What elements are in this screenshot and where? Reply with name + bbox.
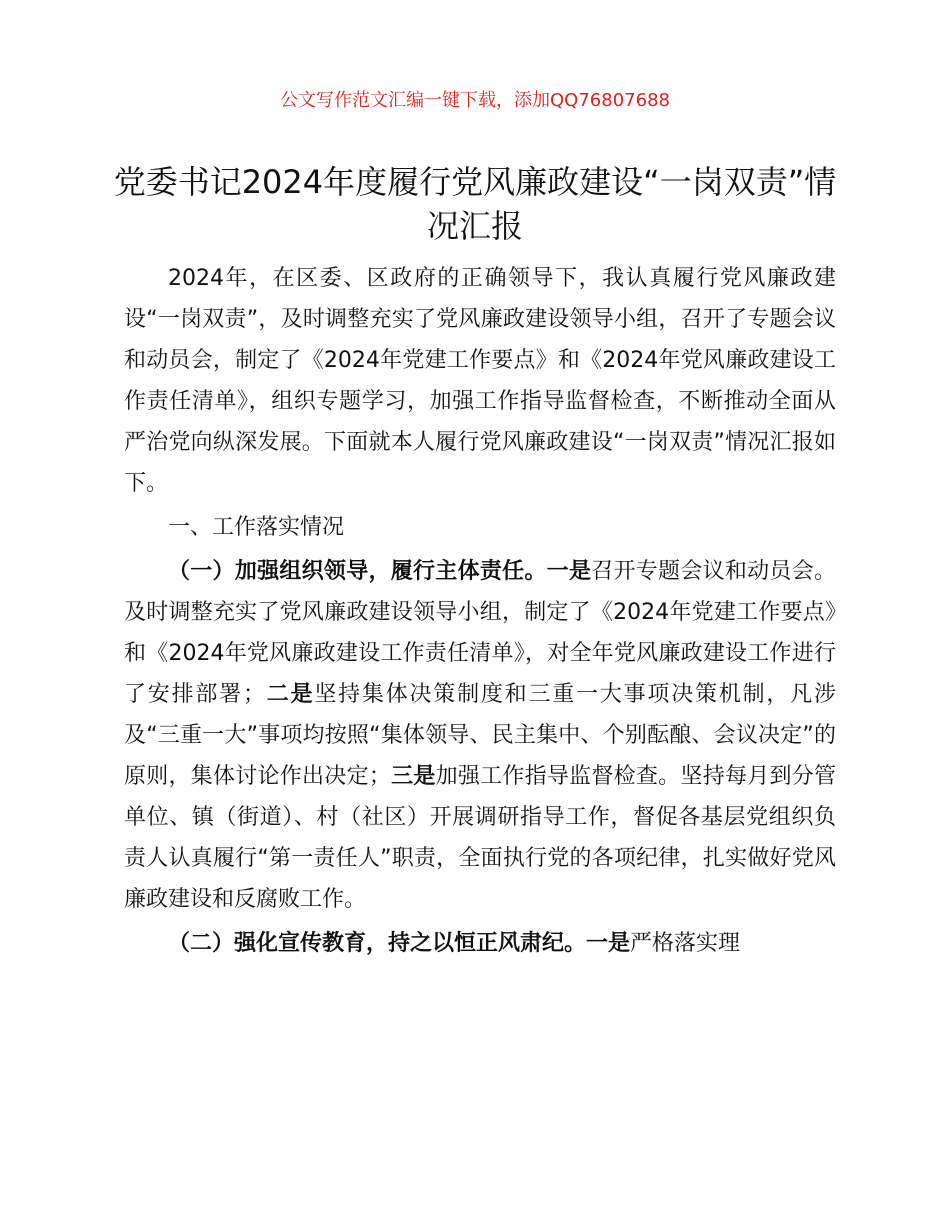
point-text-3: 加强工作指导监督检查。坚持每月到分管单位、镇（街道）、村（社区）开展调研指导工作，督促各基层党组织负责人认真履行“第一责任人”职责，全面执行党的各项纪律，扎实做好党风廉政建设和反腐败工作。: [124, 764, 836, 912]
section-heading: 一、工作落实情况: [168, 515, 345, 540]
intro-paragraph: 2024年，在区委、区政府的正确领导下，我认真履行党风廉政建设“一岗双责”，及时调整充实了党风廉政建设领导小组，召开了专题会议和动员会，制定了《2024年党建工作要点》和《2024年党风廉政建设工作责任清单》，组织专题学习，加强工作指导监督检查，不断推动全面从严治党向纵深发展。下面就本人履行党风廉政建设“一岗双责”情况汇报如下。: [124, 266, 836, 496]
document-title: 党委书记2024年度履行党风廉政建设“一岗双责”情况汇报: [113, 163, 837, 245]
point-marker-2: 二是: [264, 682, 315, 707]
paragraph-lead: （一）加强组织领导，履行主体责任。: [168, 559, 547, 584]
point-text-1: 召开专题会议和动员会。及时调整充实了党风廉政建设领导小组，制定了《2024年党建工作要点》和《2024年党风廉政建设工作责任清单》，对全年党风廉政建设工作进行了安排部署；: [124, 559, 836, 707]
point-text-2: 坚持集体决策制度和三重一大事项决策机制，凡涉及“三重一大”事项均按照“集体领导、民主集中、个别酝酿、会议决定”的原则，集体讨论作出决定；: [124, 682, 836, 789]
point-marker-1: 一是: [546, 559, 592, 584]
point-marker-1: 一是: [586, 931, 631, 956]
document-body: [124, 258, 836, 967]
paragraph-lead: （二）强化宣传教育，持之以恒正风肃纪。: [168, 931, 587, 956]
section-paragraph-1: [124, 551, 836, 920]
download-banner: 公文写作范文汇编一键下载，添加QQ76807688: [280, 90, 670, 111]
point-text-1: 严格落实理: [630, 931, 741, 956]
section-paragraph-2: [124, 923, 836, 964]
point-marker-3: 三是: [390, 764, 436, 789]
